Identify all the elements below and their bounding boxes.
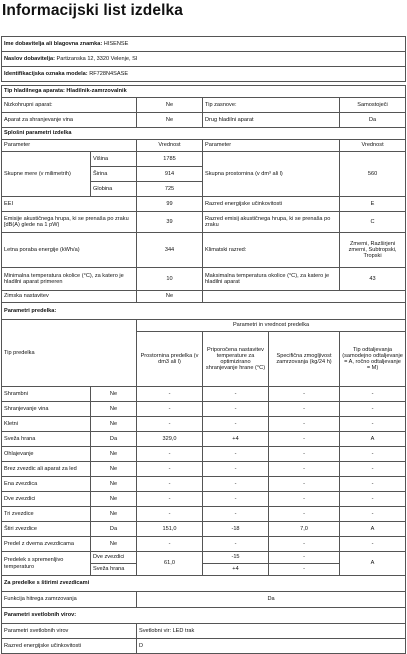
address-value: Partizanska 12, 3320 Velenje, SI: [56, 55, 138, 62]
width-label: Širina: [91, 167, 137, 182]
winter-label: Zimska nastavitev: [2, 291, 137, 303]
compartment-defrost: -: [340, 462, 406, 477]
compartment-name: Štiri zvezdice: [2, 522, 91, 537]
variable-volume: 61,0: [137, 552, 203, 576]
design-type-label: Tip zasnove:: [203, 98, 340, 113]
compartment-row: [2, 477, 406, 492]
appliance-type-value: Hladilnik-zamrzovalnik: [66, 88, 127, 95]
light-class-row: [2, 639, 406, 654]
compartment-capacity: -: [269, 432, 340, 447]
compartment-present: Ne: [91, 477, 137, 492]
compartment-volume-header: Prostornina predelka (v dm3 ali l): [137, 332, 203, 387]
compartment-temp: -: [203, 492, 269, 507]
compartments-heading-row: [2, 303, 406, 320]
max-temp-value: 43: [340, 268, 406, 291]
compartment-capacity: -: [269, 492, 340, 507]
light-class-label: Razred energijske učinkovitosti: [2, 639, 137, 654]
brand-label: Ime dobavitelja ali blagovna znamka:: [4, 40, 103, 47]
compartment-name: Brez zvezdic ali aparat za led: [2, 462, 91, 477]
volume-label: Skupna prostornina (v dm³ ali l): [203, 152, 340, 197]
four-star-heading-row: [2, 576, 406, 592]
light-heading: Parametri svetlobnih virov:: [2, 608, 406, 624]
compartment-volume: -: [137, 492, 203, 507]
light-heading-row: [2, 608, 406, 624]
brand-row: [2, 37, 406, 52]
param-col-header: Parameter: [2, 140, 137, 152]
eei-row: [2, 197, 406, 212]
compartment-capacity: -: [269, 387, 340, 402]
design-type-value: Samostoječi: [340, 98, 406, 113]
compartment-defrost: -: [340, 417, 406, 432]
compartment-name: Ohlajevanje: [2, 447, 91, 462]
compartment-present: Ne: [91, 492, 137, 507]
height-value: 1785: [137, 152, 203, 167]
compartment-defrost: -: [340, 447, 406, 462]
low-noise-value: Ne: [137, 98, 203, 113]
noise-label: Emisije akustičnega hrupa, ki se prenaša po zraku [dB(A) glede na 1 pW): [2, 212, 137, 233]
quick-freeze-label: Funkcija hitrega zamrzovanja: [2, 592, 137, 608]
blank-cell: [203, 291, 406, 303]
appliance-type-row: [2, 86, 406, 98]
compartment-present: Ne: [91, 537, 137, 552]
compartment-row: [2, 447, 406, 462]
eei-value: 99: [137, 197, 203, 212]
light-type-row: [2, 624, 406, 639]
variable-sub1-label: Dve zvezdici: [91, 552, 137, 564]
variable-row-1: [2, 552, 406, 564]
height-row: [2, 152, 406, 167]
compartment-temp: -: [203, 477, 269, 492]
light-type-value: Svetlobni vir: LED trak: [137, 624, 406, 639]
compartment-volume: -: [137, 537, 203, 552]
compartment-row: [2, 537, 406, 552]
width-value: 914: [137, 167, 203, 182]
compartment-volume: -: [137, 462, 203, 477]
min-temp-label: Minimalna temperatura okolice (°C), za katero je hladilni aparat primeren: [2, 268, 137, 291]
energy-value: 344: [137, 233, 203, 268]
compartment-capacity-header: Specifična zmogljivost zamrzovanja (kg/24 h): [269, 332, 340, 387]
compartment-name: Tri zvezdice: [2, 507, 91, 522]
compartment-present: Da: [91, 432, 137, 447]
compartment-temp: -: [203, 462, 269, 477]
energy-label: Letna poraba energije (kWh/a): [2, 233, 137, 268]
compartment-temp: -: [203, 507, 269, 522]
value-col-header: Vrednost: [137, 140, 203, 152]
compartment-defrost: -: [340, 387, 406, 402]
compartment-capacity: -: [269, 507, 340, 522]
depth-label: Globina: [91, 182, 137, 197]
compartment-name: Shrambni: [2, 387, 91, 402]
compartment-defrost: -: [340, 402, 406, 417]
wine-storage-label: Aparat za shranjevanje vina: [2, 113, 137, 128]
compartment-name: Sveža hrana: [2, 432, 91, 447]
variable-capacity-1: -: [269, 552, 340, 564]
compartment-defrost: A: [340, 432, 406, 447]
address-row: [2, 52, 406, 67]
compartments-group-row: [2, 320, 406, 332]
compartment-present: Ne: [91, 507, 137, 522]
compartment-temp: -18: [203, 522, 269, 537]
compartment-capacity: -: [269, 417, 340, 432]
compartment-defrost: A: [340, 522, 406, 537]
compartment-capacity: -: [269, 477, 340, 492]
compartment-row: [2, 387, 406, 402]
energy-row: [2, 233, 406, 268]
product-data-table: [1, 36, 406, 654]
eei-class-label: Razred energijske učinkovitosti: [203, 197, 340, 212]
compartment-temp-header: Priporočena nastavitev temperature za optimizirano shranjevanje hrane (°C): [203, 332, 269, 387]
variable-compartment-label: Predelek s spremenljivo temperaturo: [2, 552, 91, 576]
compartment-volume: -: [137, 447, 203, 462]
compartment-rows: [2, 387, 406, 552]
compartment-volume: -: [137, 387, 203, 402]
winter-row: [2, 291, 406, 303]
compartment-row: [2, 462, 406, 477]
address-label: Naslov dobavitelja:: [4, 55, 55, 62]
compartment-row: [2, 432, 406, 447]
compartment-name: Predel z dvema zvezdicama: [2, 537, 91, 552]
compartment-present: Ne: [91, 387, 137, 402]
other-appliance-value: Da: [340, 113, 406, 128]
compartment-capacity: -: [269, 447, 340, 462]
compartment-defrost: -: [340, 537, 406, 552]
value-col-header-2: Vrednost: [340, 140, 406, 152]
compartment-temp: -: [203, 402, 269, 417]
eei-class-value: E: [340, 197, 406, 212]
compartment-temp: -: [203, 417, 269, 432]
compartment-defrost: -: [340, 477, 406, 492]
general-column-header-row: [2, 140, 406, 152]
compartment-type-label: Tip predelka: [2, 320, 137, 387]
compartment-row: [2, 402, 406, 417]
compartment-name: Ena zvezdica: [2, 477, 91, 492]
compartment-volume: -: [137, 417, 203, 432]
ambient-temp-row: [2, 268, 406, 291]
climate-value: Zmerni, Razširjeni zmerni, Subtropski, Tropski: [340, 233, 406, 268]
variable-sub2-label: Sveža hrana: [91, 564, 137, 576]
compartment-row: [2, 417, 406, 432]
compartment-name: Shranjevanje vina: [2, 402, 91, 417]
compartment-capacity: -: [269, 402, 340, 417]
compartment-defrost: -: [340, 507, 406, 522]
winter-value: Ne: [137, 291, 203, 303]
noise-class-value: C: [340, 212, 406, 233]
compartment-capacity: -: [269, 462, 340, 477]
model-value: RF728N4SASE: [89, 70, 129, 77]
general-heading: Splošni parametri izdelka: [2, 128, 406, 140]
general-heading-row: [2, 128, 406, 140]
compartment-volume: -: [137, 402, 203, 417]
compartments-heading: Parametri predelka:: [2, 303, 406, 320]
quick-freeze-value: Da: [137, 592, 406, 608]
volume-value: 560: [340, 152, 406, 197]
quick-freeze-row: [2, 592, 406, 608]
climate-label: Klimatski razred:: [203, 233, 340, 268]
compartment-name: Kletni: [2, 417, 91, 432]
noise-class-label: Razred emisij akustičnega hrupa, ki se prenaša po zraku: [203, 212, 340, 233]
compartment-capacity: 7,0: [269, 522, 340, 537]
compartment-temp: -: [203, 537, 269, 552]
compartment-present: Da: [91, 522, 137, 537]
eei-label: EEI: [2, 197, 137, 212]
compartment-present: Ne: [91, 462, 137, 477]
appliance-type-label: Tip hladilnega aparata:: [4, 88, 65, 95]
noise-value: 39: [137, 212, 203, 233]
variable-temp-1: -15: [203, 552, 269, 564]
compartment-row: [2, 507, 406, 522]
compartment-name: Dve zvezdici: [2, 492, 91, 507]
compartment-row: [2, 492, 406, 507]
wine-storage-value: Ne: [137, 113, 203, 128]
other-appliance-label: Drug hladilni aparat: [203, 113, 340, 128]
compartment-present: Ne: [91, 402, 137, 417]
compartment-temp: -: [203, 447, 269, 462]
wine-storage-row: [2, 113, 406, 128]
compartment-group-header: Parametri in vrednost predelka: [137, 320, 406, 332]
compartment-volume: 151,0: [137, 522, 203, 537]
compartment-capacity: -: [269, 537, 340, 552]
compartment-present: Ne: [91, 417, 137, 432]
variable-temp-2: +4: [203, 564, 269, 576]
low-noise-row: [2, 98, 406, 113]
min-temp-value: 10: [137, 268, 203, 291]
compartment-present: Ne: [91, 447, 137, 462]
brand-value: HISENSE: [103, 40, 129, 47]
model-label: Identifikacijska oznaka modela:: [4, 70, 88, 77]
compartment-defrost-header: Tip odtaljevanja (samodejno odtaljevanje = A, ročno odtaljevanje = M): [340, 332, 406, 387]
variable-defrost: A: [340, 552, 406, 576]
model-row: [2, 67, 406, 82]
compartment-volume: -: [137, 507, 203, 522]
dimensions-label: Skupne mere (v milimetrih): [2, 152, 91, 197]
compartment-defrost: -: [340, 492, 406, 507]
compartment-row: [2, 522, 406, 537]
compartment-volume: -: [137, 477, 203, 492]
four-star-heading: Za predelke s štirimi zvezdicami: [2, 576, 406, 592]
light-type-label: Parametri svetlobnih virov: [2, 624, 137, 639]
noise-row: [2, 212, 406, 233]
low-noise-label: Nizkohrupni aparat:: [2, 98, 137, 113]
light-class-value: D: [137, 639, 406, 654]
compartment-volume: 329,0: [137, 432, 203, 447]
variable-capacity-2: -: [269, 564, 340, 576]
height-label: Višina: [91, 152, 137, 167]
compartment-temp: -: [203, 387, 269, 402]
param-col-header-2: Parameter: [203, 140, 340, 152]
compartment-temp: +4: [203, 432, 269, 447]
sheet-title: Informacijski list izdelka: [2, 2, 183, 19]
depth-value: 725: [137, 182, 203, 197]
max-temp-label: Maksimalna temperatura okolice (°C), za katero je hladilni aparat: [203, 268, 340, 291]
